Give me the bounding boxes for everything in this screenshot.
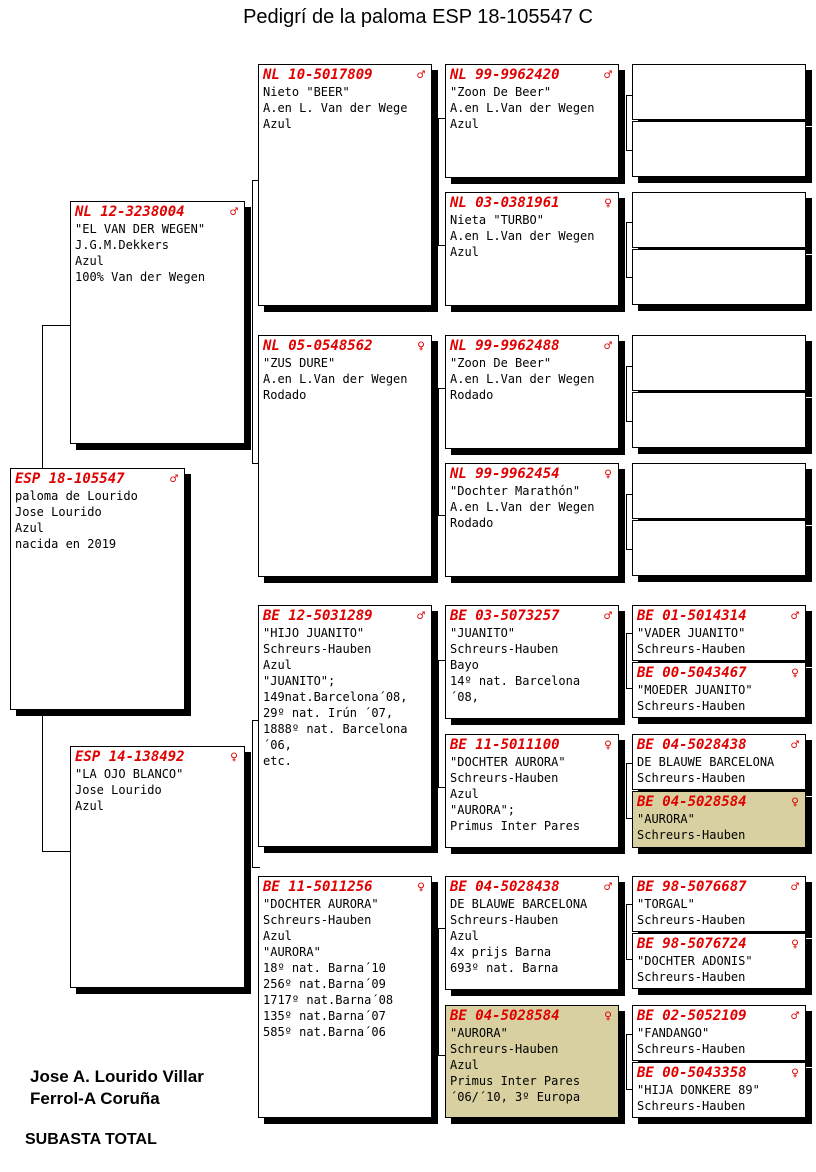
card-line: Schreurs-Hauben <box>637 828 746 842</box>
card-line: etc. <box>263 754 292 768</box>
male-sex-icon: ♂ <box>417 68 425 83</box>
ring-number: BE 11-5011100 ♀ <box>450 737 612 753</box>
card-line: "FANDANGO" <box>637 1026 710 1040</box>
ring-number: BE 12-5031289 ♂ <box>263 608 425 624</box>
card-line: Schreurs-Hauben <box>263 913 372 927</box>
female-sex-icon: ♀ <box>230 750 238 765</box>
female-sex-icon: ♀ <box>604 738 612 753</box>
card-line: Schreurs-Hauben <box>637 642 746 656</box>
card-line: Azul <box>263 929 292 943</box>
female-sex-icon: ♀ <box>791 1066 799 1081</box>
empty-pigeon-slot <box>632 192 806 248</box>
card-line: A.en L.Van der Wegen <box>263 372 408 386</box>
female-sex-icon: ♀ <box>604 196 612 211</box>
pigeon-card-gen3-3 <box>445 335 619 449</box>
pigeon-card-gen3-4 <box>445 463 619 577</box>
pigeon-card-gen4-14 <box>632 933 806 989</box>
male-sex-icon: ♂ <box>604 339 612 354</box>
pigeon-card-grandsire-paternal <box>258 64 432 306</box>
owner-name: Jose A. Lourido Villar <box>30 1067 204 1086</box>
card-line: "Dochter Marathón" <box>450 484 581 498</box>
ring-number: BE 01-5014314 ♂ <box>637 608 799 624</box>
card-line: 4x prijs Barna <box>450 945 552 959</box>
card-line: ´06, <box>263 738 292 752</box>
empty-pigeon-slot <box>632 335 806 391</box>
card-line: Azul <box>75 799 104 813</box>
card-line: "VADER JUANITO" <box>637 626 746 640</box>
card-line: Schreurs-Hauben <box>637 771 746 785</box>
card-line: Bayo <box>450 658 479 672</box>
card-line: Primus Inter Pares <box>450 819 581 833</box>
card-line: "HIJA DONKERE 89" <box>637 1083 760 1097</box>
empty-pigeon-slot <box>632 121 806 177</box>
female-sex-icon: ♀ <box>604 1009 612 1024</box>
ring-number: BE 04-5028438 ♂ <box>450 879 612 895</box>
card-line: Azul <box>15 521 44 535</box>
pigeon-card-subject <box>10 468 185 710</box>
card-line: "AURORA" <box>450 1026 508 1040</box>
card-line: Azul <box>450 117 479 131</box>
card-line: Primus Inter Pares <box>450 1074 581 1088</box>
card-line: Rodado <box>450 516 494 530</box>
card-line: Schreurs-Hauben <box>263 642 372 656</box>
ring-number: NL 10-5017809 ♂ <box>263 67 425 83</box>
male-sex-icon: ♂ <box>604 609 612 624</box>
empty-pigeon-slot <box>632 64 806 120</box>
female-sex-icon: ♀ <box>791 666 799 681</box>
card-line: 149nat.Barcelona´08, <box>263 690 408 704</box>
card-line: ´06/´10, 3º Europa <box>450 1090 581 1104</box>
card-line: "DOCHTER AURORA" <box>263 897 379 911</box>
card-line: "DOCHTER AURORA" <box>450 755 566 769</box>
ring-number: NL 03-0381961 ♀ <box>450 195 612 211</box>
ring-number: BE 98-5076687 ♂ <box>637 879 799 895</box>
ring-number: BE 04-5028584 ♀ <box>450 1008 612 1024</box>
ring-number: BE 00-5043358 ♀ <box>637 1065 799 1081</box>
ring-number: BE 04-5028438 ♂ <box>637 737 799 753</box>
card-line: 18º nat. Barna´10 <box>263 961 386 975</box>
owner-block <box>30 1066 204 1110</box>
pigeon-card-dam <box>70 746 245 988</box>
female-sex-icon: ♀ <box>604 467 612 482</box>
card-line: Schreurs-Hauben <box>450 913 559 927</box>
ring-number: ESP 18-105547 ♂ <box>15 471 178 487</box>
card-line: A.en L.Van der Wegen <box>450 101 595 115</box>
pigeon-card-gen4-16 <box>632 1062 806 1118</box>
ring-number: ESP 14-138492 ♀ <box>75 749 238 765</box>
ring-number: NL 05-0548562 ♀ <box>263 338 425 354</box>
card-line: "LA OJO BLANCO" <box>75 767 184 781</box>
male-sex-icon: ♂ <box>170 472 178 487</box>
card-line: Schreurs-Hauben <box>450 771 559 785</box>
male-sex-icon: ♂ <box>791 880 799 895</box>
card-line: Schreurs-Hauben <box>450 1042 559 1056</box>
owner-city: Ferrol-A Coruña <box>30 1089 160 1108</box>
card-line: "Zoon De Beer" <box>450 85 552 99</box>
male-sex-icon: ♂ <box>791 1009 799 1024</box>
male-sex-icon: ♂ <box>417 609 425 624</box>
pigeon-card-gen4-12 <box>632 791 806 848</box>
card-line: "JUANITO"; <box>263 674 336 688</box>
card-line: A.en L.Van der Wegen <box>450 229 595 243</box>
pigeon-card-gen4-13 <box>632 876 806 932</box>
pigeon-card-grandsire-maternal <box>258 605 432 847</box>
card-line: "JUANITO" <box>450 626 516 640</box>
female-sex-icon: ♀ <box>417 339 425 354</box>
ring-number: NL 99-9962420 ♂ <box>450 67 612 83</box>
card-line: nacida en 2019 <box>15 537 117 551</box>
auction-label: SUBASTA TOTAL <box>25 1131 157 1148</box>
card-line: Schreurs-Hauben <box>637 1042 746 1056</box>
card-line: Schreurs-Hauben <box>637 913 746 927</box>
pigeon-card-granddam-maternal <box>258 876 432 1118</box>
pigeon-card-gen3-7 <box>445 876 619 990</box>
pigeon-card-gen4-9 <box>632 605 806 661</box>
pigeon-card-gen3-8 <box>445 1005 619 1118</box>
pigeon-card-gen3-2 <box>445 192 619 306</box>
ring-number: BE 04-5028584 ♀ <box>637 794 799 810</box>
pigeon-card-gen4-10 <box>632 662 806 718</box>
ring-number: NL 12-3238004 ♂ <box>75 204 238 220</box>
card-line: Azul <box>450 245 479 259</box>
card-line: J.G.M.Dekkers <box>75 238 169 252</box>
card-line: DE BLAUWE BARCELONA <box>637 755 775 769</box>
card-line: "MOEDER JUANITO" <box>637 683 753 697</box>
male-sex-icon: ♂ <box>604 68 612 83</box>
card-line: 135º nat.Barna´07 <box>263 1009 386 1023</box>
card-line: A.en L.Van der Wegen <box>450 372 595 386</box>
card-line: 1888º nat. Barcelona <box>263 722 408 736</box>
empty-pigeon-slot <box>632 463 806 519</box>
card-line: Schreurs-Hauben <box>637 970 746 984</box>
card-line: A.en L.Van der Wegen <box>450 500 595 514</box>
card-line: "AURORA" <box>637 812 695 826</box>
card-line: Azul <box>263 117 292 131</box>
card-line: "TORGAL" <box>637 897 695 911</box>
card-line: Schreurs-Hauben <box>637 1099 746 1113</box>
pigeon-card-gen3-1 <box>445 64 619 178</box>
ring-number: NL 99-9962488 ♂ <box>450 338 612 354</box>
pigeon-card-sire <box>70 201 245 444</box>
card-line: "AURORA"; <box>450 803 516 817</box>
card-line: Nieto "BEER" <box>263 85 350 99</box>
ring-number: BE 03-5073257 ♂ <box>450 608 612 624</box>
pigeon-card-granddam-paternal <box>258 335 432 577</box>
card-line: 14º nat. Barcelona <box>450 674 581 688</box>
card-line: 29º nat. Irún ´07, <box>263 706 394 720</box>
card-line: Schreurs-Hauben <box>637 699 746 713</box>
male-sex-icon: ♂ <box>791 609 799 624</box>
card-line: Nieta "TURBO" <box>450 213 544 227</box>
card-line: Azul <box>263 658 292 672</box>
female-sex-icon: ♀ <box>791 795 799 810</box>
card-line: Jose Lourido <box>15 505 102 519</box>
card-line: Azul <box>450 787 479 801</box>
card-line: Azul <box>450 1058 479 1072</box>
card-line: "HIJO JUANITO" <box>263 626 365 640</box>
male-sex-icon: ♂ <box>230 205 238 220</box>
card-line: A.en L. Van der Wege <box>263 101 408 115</box>
card-line: Azul <box>75 254 104 268</box>
card-line: "AURORA" <box>263 945 321 959</box>
pigeon-card-gen4-15 <box>632 1005 806 1061</box>
card-line: Rodado <box>263 388 307 402</box>
female-sex-icon: ♀ <box>417 880 425 895</box>
card-line: Azul <box>450 929 479 943</box>
pigeon-card-gen3-5 <box>445 605 619 719</box>
card-line: "EL VAN DER WEGEN" <box>75 222 206 236</box>
card-line: "ZUS DURE" <box>263 356 336 370</box>
card-line: Rodado <box>450 388 494 402</box>
empty-pigeon-slot <box>632 392 806 448</box>
card-line: 256º nat.Barna´09 <box>263 977 386 991</box>
card-line: paloma de Lourido <box>15 489 138 503</box>
pigeon-card-gen4-11 <box>632 734 806 790</box>
ring-number: BE 02-5052109 ♂ <box>637 1008 799 1024</box>
card-line: 693º nat. Barna <box>450 961 559 975</box>
card-line: "DOCHTER ADONIS" <box>637 954 753 968</box>
page-title: Pedigrí de la paloma ESP 18-105547 C <box>243 6 593 28</box>
card-line: 1717º nat.Barna´08 <box>263 993 394 1007</box>
male-sex-icon: ♂ <box>791 738 799 753</box>
card-line: 100% Van der Wegen <box>75 270 206 284</box>
card-line: 585º nat.Barna´06 <box>263 1025 386 1039</box>
card-line: Jose Lourido <box>75 783 162 797</box>
pigeon-card-gen3-6 <box>445 734 619 848</box>
card-line: DE BLAUWE BARCELONA <box>450 897 588 911</box>
empty-pigeon-slot <box>632 249 806 305</box>
ring-number: NL 99-9962454 ♀ <box>450 466 612 482</box>
card-line: ´08, <box>450 690 479 704</box>
ring-number: BE 11-5011256 ♀ <box>263 879 425 895</box>
ring-number: BE 98-5076724 ♀ <box>637 936 799 952</box>
card-line: "Zoon De Beer" <box>450 356 552 370</box>
male-sex-icon: ♂ <box>604 880 612 895</box>
ring-number: BE 00-5043467 ♀ <box>637 665 799 681</box>
female-sex-icon: ♀ <box>791 937 799 952</box>
empty-pigeon-slot <box>632 520 806 576</box>
card-line: Schreurs-Hauben <box>450 642 559 656</box>
